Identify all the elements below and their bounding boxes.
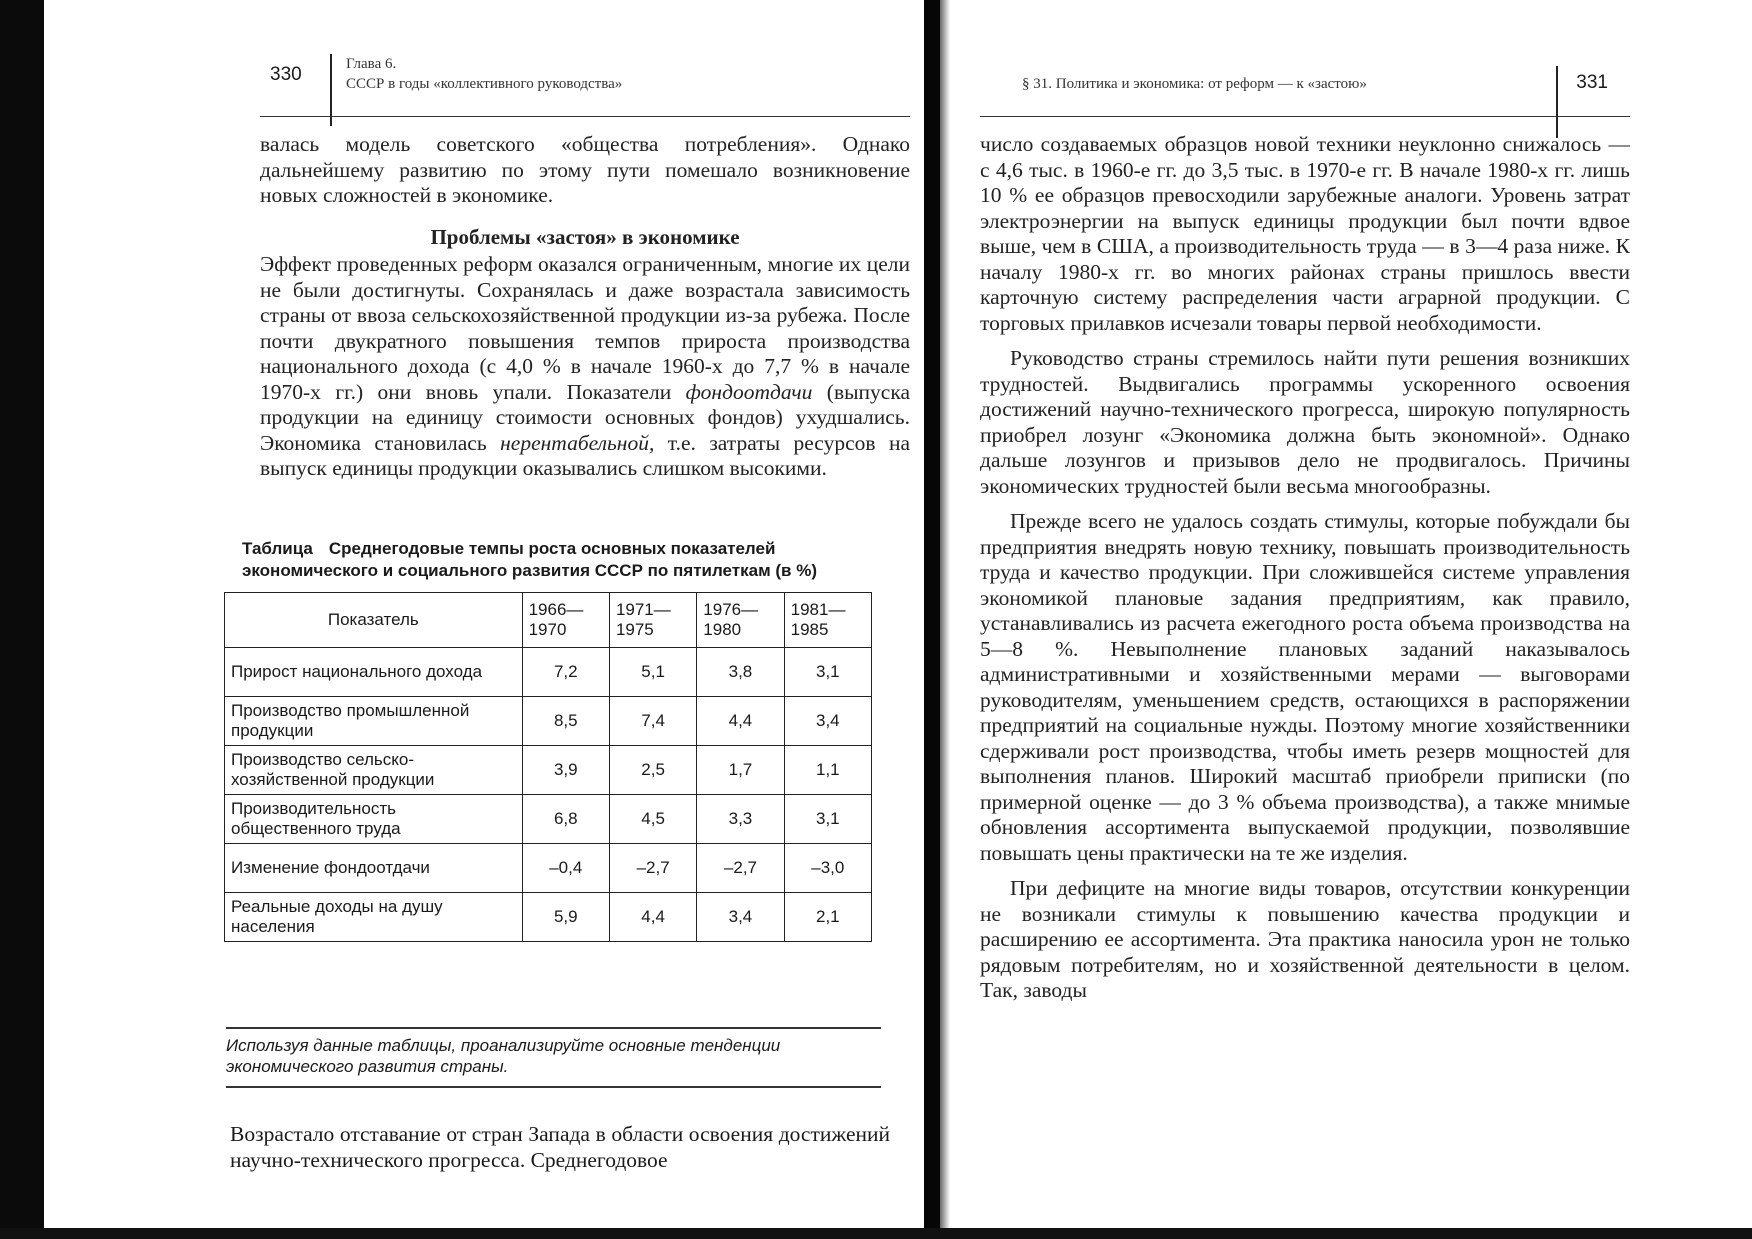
cell-value: 5,1 <box>609 648 696 697</box>
cell-value: 1,1 <box>784 746 871 795</box>
col-header-1981-1985: 1981—1985 <box>784 593 871 648</box>
col-header-1976-1980: 1976—1980 <box>697 593 784 648</box>
row-label: Производительность общественного труда <box>225 795 523 844</box>
table-row <box>225 795 872 844</box>
left-bottom-paragraph: Возрастало отставание от стран Запада в области освоения достижений научно-технического прогресса. Среднегодовое <box>230 1122 890 1172</box>
cell-value: 6,8 <box>522 795 609 844</box>
cell-value: 3,3 <box>697 795 784 844</box>
header-divider <box>1556 66 1558 138</box>
cell-value: 7,2 <box>522 648 609 697</box>
cell-value: –2,7 <box>609 844 696 893</box>
header-rule <box>980 116 1630 117</box>
problems-text-a: Эффект проведенных реформ оказался ограниченным, многие их цели не были достигнуты. Сохранялась и даже возрастала зависимость страны от ввоза сельскохозяйственной продукции из-за рубежа. После почти двукратного повышения темпов прироста производства национального дохода (с 4,0 % в начале 1960-х до 7,7 % в начале 1970-х гг.) они вновь упали. Показатели <box>260 252 910 404</box>
col-header-1966-1970: 1966—1970 <box>522 593 609 648</box>
table-label: Таблица <box>242 539 313 558</box>
deficit-paragraph: При дефиците на многие виды товаров, отсутствии конкуренции не возникали стимулы к повышению качества продукции и расширению ее ассортимента. Эта практика наносила урон не только рядовым потребителям, но и хозяйственной деятельности в целом. Так, заводы <box>980 876 1630 1002</box>
cell-value: 3,4 <box>784 697 871 746</box>
header-rule <box>260 116 910 117</box>
cell-value: –2,7 <box>697 844 784 893</box>
col-header-indicator: Показатель <box>225 593 523 648</box>
book-edge-shadow <box>0 0 44 1239</box>
intro-paragraph: валась модель советского «общества потребления». Однако дальнейшему развитию по этому пути помешало возникновение новых сложностей в экономике. <box>260 132 910 207</box>
table-row <box>225 844 872 893</box>
task-rule-top <box>226 1027 881 1029</box>
gutter-gradient <box>940 0 950 1239</box>
cell-value: 4,4 <box>609 893 696 942</box>
section-title: Проблемы «застоя» в экономике <box>430 224 740 249</box>
row-label: Изменение фондоотдачи <box>225 844 523 893</box>
cell-value: 8,5 <box>522 697 609 746</box>
term-nerentabelnoy: нерентабельной, <box>500 430 655 455</box>
scan-bottom-edge <box>0 1228 1752 1239</box>
leadership-paragraph: Руководство страны стремилось найти пути решения возникших трудностей. Выдвигались программы ускоренного освоения достижений научно-технического прогресса, широкую популярность приобрел лозунг «Экономика должна быть экономной». Однако дальше лозунгов и призывов дело не продвигалось. Причины экономических трудностей были весьма многообразны. <box>980 346 1630 498</box>
left-body <box>260 132 910 482</box>
row-label: Прирост национального дохода <box>225 648 523 697</box>
cell-value: 4,4 <box>697 697 784 746</box>
cell-value: 3,1 <box>784 648 871 697</box>
incentives-paragraph: Прежде всего не удалось создать стимулы, которые побуждали бы предприятия внедрять новую технику, повышать производительность труда и качество продукции. При сложившейся системе управления экономикой плановые задания предприятиям, как правило, устанавливались из расчета ежегодного роста объема производства на 5—8 %. Невыполнение плановых заданий наказывалось административными и хозяйственными мерами — выговорами руководителям, уменьшением средств, остающихся в распоряжении предприятий на социальные нужды. Поэтому многие хозяйственники сдерживали рост производства, чтобы иметь резерв мощностей для выполнения планов. Широкий масштаб приобрели приписки (по примерной оценке — до 3 % объема производства), а также мнимые обновления ассортимента выпускаемой продукции, позволявшие повышать цены практически на те же изделия. <box>980 509 1630 865</box>
indicators-table <box>224 592 872 942</box>
cell-value: –3,0 <box>784 844 871 893</box>
table-caption <box>242 538 912 582</box>
left-page-number: 330 <box>270 64 302 85</box>
chapter-label: Глава 6. <box>346 56 397 72</box>
problems-text-b: (выпуска продукции на единицу стоимости основных фондов) ухудшались. Экономика становилась <box>260 379 910 455</box>
term-fondootdacha: фондоотдачи <box>685 379 813 404</box>
cell-value: 3,9 <box>522 746 609 795</box>
table-row <box>225 893 872 942</box>
cell-value: 3,4 <box>697 893 784 942</box>
table-row <box>225 746 872 795</box>
row-label: Производство промышленной продукции <box>225 697 523 746</box>
task-text: Используя данные таблицы, проанализируйте основные тенденции экономического развития страны. <box>226 1036 781 1076</box>
row-label: Производство сельско-хозяйственной продукции <box>225 746 523 795</box>
left-page-header <box>250 50 910 116</box>
table-title: Среднегодовые темпы роста основных показателей экономического и социального развития СССР по пятилеткам (в %) <box>242 539 817 580</box>
table-row <box>225 648 872 697</box>
cell-value: 3,1 <box>784 795 871 844</box>
cell-value: 4,5 <box>609 795 696 844</box>
right-page-header <box>970 50 1630 116</box>
col-header-1971-1975: 1971—1975 <box>609 593 696 648</box>
cell-value: 2,1 <box>784 893 871 942</box>
cell-value: 5,9 <box>522 893 609 942</box>
section-header: § 31. Политика и экономика: от реформ — к «застою» <box>1022 76 1367 92</box>
problems-text-c: т.е. затраты ресурсов на выпуск единицы продукции оказывались слишком высокими. <box>260 430 911 480</box>
right-page-number: 331 <box>1576 72 1608 93</box>
left-page <box>226 50 911 1172</box>
chapter-title: СССР в годы «коллективного руководства» <box>346 76 623 92</box>
problems-paragraph <box>260 252 910 482</box>
chapter-header <box>346 54 622 94</box>
right-body <box>980 132 1630 1014</box>
right-page <box>970 50 1630 1002</box>
cell-value: 2,5 <box>609 746 696 795</box>
cell-value: 7,4 <box>609 697 696 746</box>
tech-paragraph: число создаваемых образцов новой техники неуклонно снижалось — с 4,6 тыс. в 1960-е гг. до 3,5 тыс. в 1970-е гг. В начале 1980-х гг. лишь 10 % ее образцов превосходили зарубежные аналоги. Уровень затрат электроэнергии на выпуск единицы продукции был почти вдвое выше, чем в США, а производительность труда — в 3—4 раза ниже. К началу 1980-х гг. во многих районах страны пришлось ввести карточную систему распределения части аграрной продукции. С торговых прилавков исчезали товары первой необходимости. <box>980 132 1630 335</box>
row-label: Реальные доходы на душу населения <box>225 893 523 942</box>
table-row <box>225 697 872 746</box>
cell-value: 3,8 <box>697 648 784 697</box>
task-rule-bottom <box>226 1086 881 1088</box>
table-header-row <box>225 593 872 648</box>
book-gutter <box>924 0 940 1239</box>
cell-value: –0,4 <box>522 844 609 893</box>
cell-value: 1,7 <box>697 746 784 795</box>
